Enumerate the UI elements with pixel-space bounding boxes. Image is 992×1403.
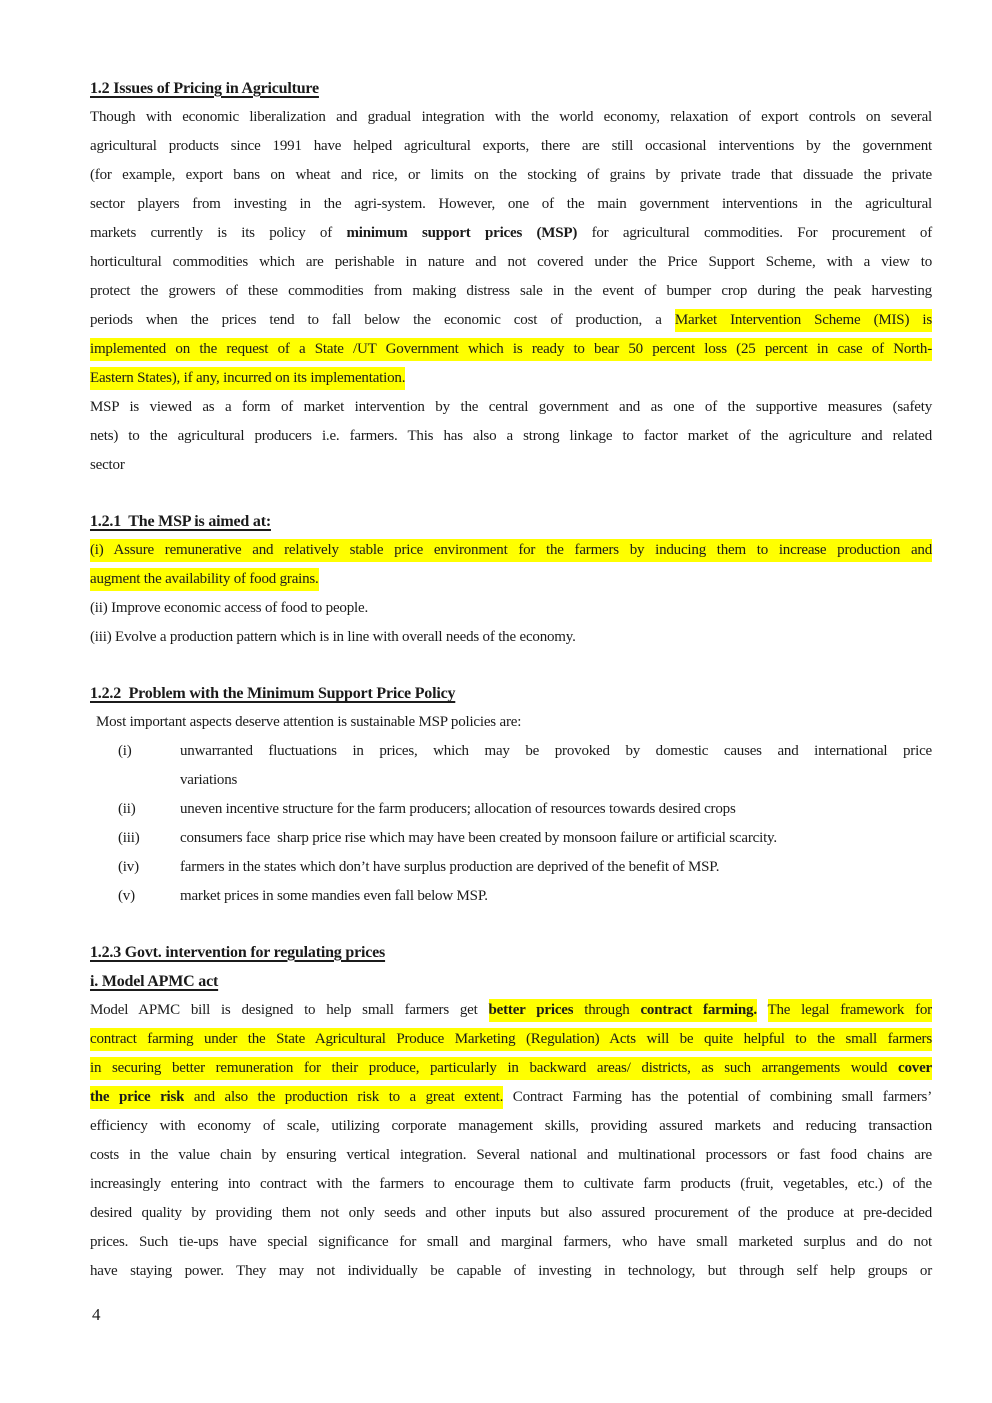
text-line	[90, 451, 932, 480]
heading-1-2	[90, 74, 932, 103]
text-line	[90, 277, 932, 306]
text-line	[180, 737, 932, 766]
text-line	[90, 1257, 932, 1286]
text-line	[90, 1112, 932, 1141]
list-item-1	[90, 737, 932, 795]
text-line	[90, 103, 932, 132]
text-line	[90, 1199, 932, 1228]
highlighted-text: better prices	[489, 999, 574, 1022]
text-segment: horticultural commodities which are perishable in nature and not covered under the Price Support Scheme, with a view to	[90, 254, 932, 270]
text-line	[90, 190, 932, 219]
text-line	[90, 161, 932, 190]
list-item-label: (v)	[118, 888, 135, 904]
text-line	[90, 1170, 932, 1199]
highlighted-text: in securing better remuneration for their produce, particularly in backward areas/ districts, as such arrangements would	[90, 1057, 898, 1080]
text-line	[90, 335, 932, 364]
text-segment: increasingly entering into contract with the farmers to encourage them to cultivate farm products (fruit, vegetables, etc.) of the	[90, 1176, 932, 1192]
text-segment: have staying power. They may not individually be capable of investing in technology, but through self help groups or	[90, 1263, 932, 1279]
text-line	[90, 1083, 932, 1112]
text-segment: prices. Such tie-ups have special significance for small and marginal farmers, who have small marketed surplus and do not	[90, 1234, 932, 1250]
text-segment	[757, 1002, 768, 1018]
text-line	[90, 594, 932, 623]
document-content	[90, 74, 932, 1286]
highlighted-text: through	[573, 999, 640, 1022]
list-item-body	[180, 737, 932, 795]
highlighted-text: augment the availability of food grains.	[90, 568, 319, 591]
text-line	[90, 132, 932, 161]
heading-1-2-2-text: 1.2.2 Problem with the Minimum Support Price Policy	[90, 685, 456, 702]
list-item-5	[90, 882, 932, 911]
text-segment: market prices in some mandies even fall below MSP.	[180, 888, 488, 904]
text-segment: uneven incentive structure for the farm producers; allocation of resources towards desired crops	[180, 801, 736, 817]
page-number: 4	[92, 1305, 101, 1324]
text-segment: minimum support prices (MSP)	[346, 225, 578, 241]
heading-1-2-2	[90, 679, 932, 708]
text-segment: consumers face sharp price rise which may have been created by monsoon failure or artificial scarcity.	[180, 830, 777, 846]
text-line	[90, 306, 932, 335]
heading-1-2-1	[90, 507, 932, 536]
para-msp-safety-net	[90, 393, 932, 480]
text-line	[180, 795, 932, 824]
text-segment: efficiency with economy of scale, utilizing corporate management skills, providing assured markets and reducing transaction	[90, 1118, 932, 1134]
text-segment: for agricultural commodities. For procurement of	[577, 225, 932, 241]
text-line	[180, 766, 932, 795]
text-line	[180, 882, 932, 911]
text-line	[180, 853, 932, 882]
text-segment: MSP is viewed as a form of market intervention by the central government and as one of the supportive measures (safety	[90, 399, 932, 415]
list-item-label: (iii)	[118, 830, 140, 846]
text-segment: (for example, export bans on wheat and rice, or limits on the stocking of grains by private trade that dissuade the private	[90, 167, 932, 183]
list-item-body	[180, 882, 932, 911]
text-line	[180, 824, 932, 853]
heading-1-2-1-text: 1.2.1 The MSP is aimed at:	[90, 513, 271, 530]
list-item-4	[90, 853, 932, 882]
list-item-body	[180, 824, 932, 853]
heading-1-2-3-text: 1.2.3 Govt. intervention for regulating prices	[90, 944, 386, 961]
text-segment: agricultural products since 1991 have helped agricultural exports, there are still occasional interventions by the government	[90, 138, 932, 154]
text-segment: variations	[180, 772, 238, 788]
text-line	[90, 1228, 932, 1257]
list-item-label: (ii)	[118, 801, 136, 817]
para-pricing-liberalization	[90, 103, 932, 393]
text-line	[90, 996, 932, 1025]
text-line	[90, 393, 932, 422]
para-model-apmc	[90, 996, 932, 1286]
list-item-3	[90, 824, 932, 853]
text-segment: (iii) Evolve a production pattern which is in line with overall needs of the economy.	[90, 629, 576, 645]
text-segment: farmers in the states which don’t have surplus production are deprived of the benefit of MSP.	[180, 859, 720, 875]
heading-1-2-text: 1.2 Issues of Pricing in Agriculture	[90, 80, 319, 97]
text-segment: unwarranted fluctuations in prices, which may be provoked by domestic causes and international price	[180, 743, 932, 759]
text-segment: sector	[90, 457, 125, 473]
text-line	[90, 565, 932, 594]
highlighted-text: (i) Assure remunerative and relatively stable price environment for the farmers by inducing them to increase production and	[90, 539, 932, 562]
text-segment: periods when the prices tend to fall below the economic cost of production, a	[90, 312, 675, 328]
text-line	[90, 1025, 932, 1054]
highlighted-text: and also the production risk to a great extent.	[184, 1086, 503, 1109]
text-line	[90, 364, 932, 393]
text-line	[90, 219, 932, 248]
text-segment: nets) to the agricultural producers i.e. farmers. This has also a strong linkage to factor market of the agriculture and related	[90, 428, 932, 444]
highlighted-text: contract farming.	[640, 999, 756, 1022]
text-segment: Though with economic liberalization and gradual integration with the world economy, relaxation of export controls on several	[90, 109, 932, 125]
highlighted-text: the price risk	[90, 1086, 184, 1109]
text-segment: protect the growers of these commodities from making distress sale in the event of bumper crop during the peak harvesting	[90, 283, 932, 299]
heading-model-apmc-act-text: i. Model APMC act	[90, 973, 219, 990]
text-segment: costs in the value chain by ensuring vertical integration. Several national and multinational processors or fast food chains are	[90, 1147, 932, 1163]
text-segment: markets currently is its policy of	[90, 225, 347, 241]
para-msp-aims	[90, 536, 932, 652]
text-segment: (ii) Improve economic access of food to people.	[90, 600, 368, 616]
highlighted-text: implemented on the request of a State /UT Government which is ready to bear 50 percent loss (25 percent in case of North-	[90, 338, 932, 361]
list-item-body	[180, 853, 932, 882]
highlighted-text: The legal framework for	[768, 999, 932, 1022]
text-line	[90, 1141, 932, 1170]
text-segment: desired quality by providing them not only seeds and other inputs but also assured procurement of the produce at pre-decided	[90, 1205, 932, 1221]
list-msp-problems	[90, 737, 932, 911]
text-segment: Model APMC bill is designed to help small farmers get	[90, 1002, 489, 1018]
text-line	[90, 1054, 932, 1083]
text-segment: Most important aspects deserve attention is sustainable MSP policies are:	[96, 714, 522, 730]
text-segment: Contract Farming has the potential of combining small farmers’	[503, 1089, 932, 1105]
highlighted-text: cover	[898, 1057, 932, 1080]
highlighted-text: Market Intervention Scheme (MIS) is	[675, 309, 932, 332]
list-item-label: (i)	[118, 743, 132, 759]
text-line	[90, 536, 932, 565]
text-line	[90, 422, 932, 451]
para-msp-problems-intro	[90, 708, 932, 737]
list-item-body	[180, 795, 932, 824]
text-line	[90, 623, 932, 652]
text-segment: sector players from investing in the agri-system. However, one of the main government interventions in the agricultural	[90, 196, 932, 212]
heading-model-apmc-act	[90, 967, 932, 996]
list-item-2	[90, 795, 932, 824]
list-item-label: (iv)	[118, 859, 139, 875]
text-line	[90, 248, 932, 277]
heading-1-2-3	[90, 938, 932, 967]
highlighted-text: contract farming under the State Agricultural Produce Marketing (Regulation) Acts will be quite helpful to the small farmers	[90, 1028, 932, 1051]
text-line	[90, 708, 932, 737]
highlighted-text: Eastern States), if any, incurred on its implementation.	[90, 367, 405, 390]
